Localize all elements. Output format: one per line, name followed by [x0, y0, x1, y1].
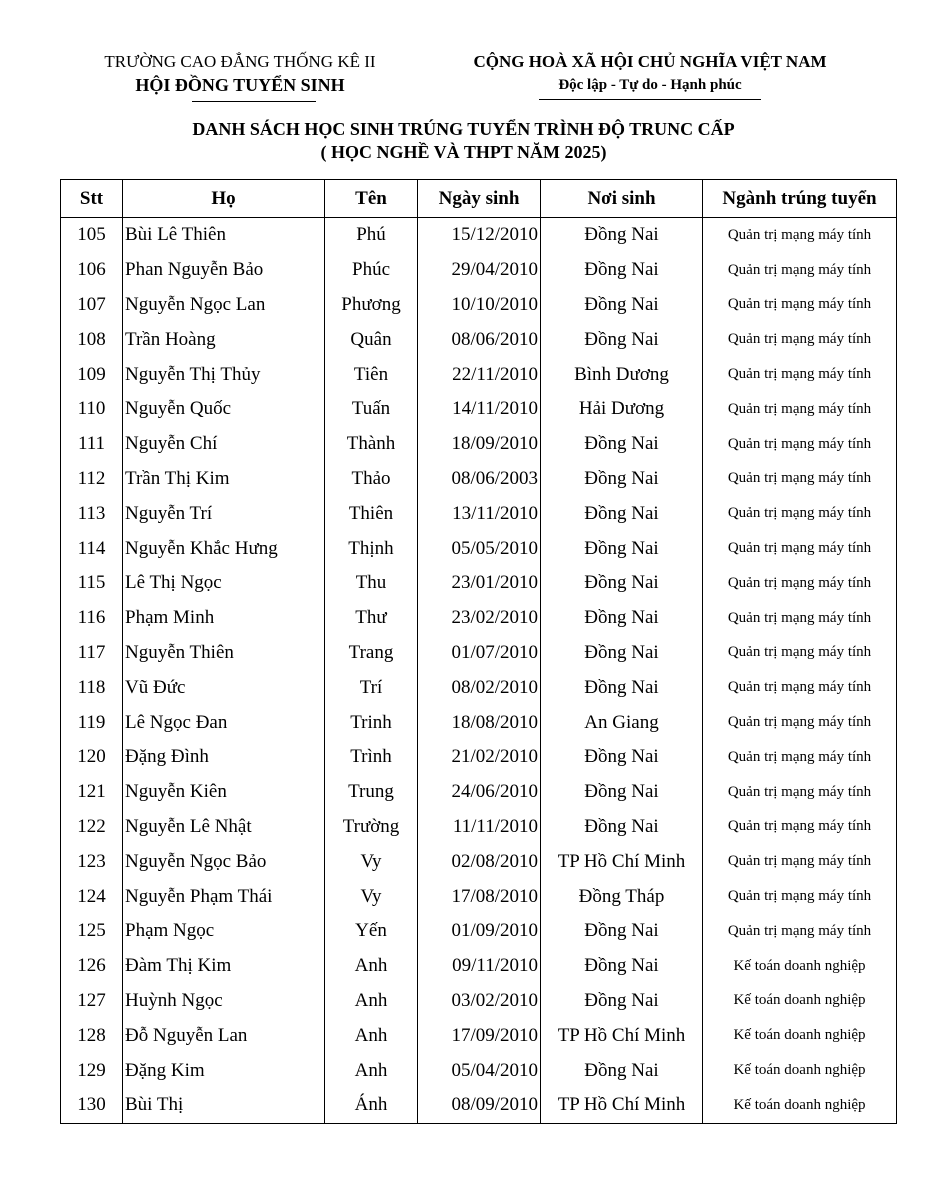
table-row — [61, 984, 897, 1019]
cell-noi-sinh: Đồng Nai — [541, 496, 703, 531]
table-row — [61, 740, 897, 775]
table-row — [61, 810, 897, 845]
column-header-nganh: Ngành trúng tuyển — [703, 180, 897, 218]
cell-noi-sinh: Đồng Nai — [541, 601, 703, 636]
cell-nganh: Quản trị mạng máy tính — [703, 670, 897, 705]
cell-nganh: Kế toán doanh nghiệp — [703, 1018, 897, 1053]
cell-ten: Vy — [325, 879, 418, 914]
table-row — [61, 253, 897, 288]
cell-nganh: Quản trị mạng máy tính — [703, 879, 897, 914]
cell-ngay-sinh: 02/08/2010 — [418, 844, 541, 879]
cell-stt: 118 — [61, 670, 123, 705]
cell-stt: 108 — [61, 322, 123, 357]
cell-ho: Nguyễn Quốc — [123, 392, 325, 427]
cell-ngay-sinh: 18/08/2010 — [418, 705, 541, 740]
cell-ten: Tiên — [325, 357, 418, 392]
cell-ho: Đàm Thị Kim — [123, 949, 325, 984]
cell-ho: Đỗ Nguyễn Lan — [123, 1018, 325, 1053]
cell-noi-sinh: Đồng Nai — [541, 670, 703, 705]
cell-ngay-sinh: 08/09/2010 — [418, 1088, 541, 1123]
table-header-row — [61, 180, 897, 218]
cell-stt: 110 — [61, 392, 123, 427]
cell-stt: 106 — [61, 253, 123, 288]
column-header-ho: Họ — [123, 180, 325, 218]
school-header — [60, 51, 420, 97]
cell-ngay-sinh: 09/11/2010 — [418, 949, 541, 984]
table-row — [61, 705, 897, 740]
cell-stt: 105 — [61, 218, 123, 253]
cell-ho: Bùi Thị — [123, 1088, 325, 1123]
cell-ngay-sinh: 18/09/2010 — [418, 427, 541, 462]
cell-stt: 113 — [61, 496, 123, 531]
table-row — [61, 392, 897, 427]
cell-ho: Trần Hoàng — [123, 322, 325, 357]
cell-nganh: Quản trị mạng máy tính — [703, 392, 897, 427]
cell-nganh: Kế toán doanh nghiệp — [703, 1053, 897, 1088]
cell-stt: 121 — [61, 775, 123, 810]
cell-ngay-sinh: 08/02/2010 — [418, 670, 541, 705]
table-row — [61, 1088, 897, 1123]
cell-ho: Nguyễn Thị Thủy — [123, 357, 325, 392]
council-name: HỘI ĐỒNG TUYỂN SINH — [135, 75, 345, 95]
cell-ten: Thành — [325, 427, 418, 462]
cell-stt: 122 — [61, 810, 123, 845]
cell-nganh: Kế toán doanh nghiệp — [703, 1088, 897, 1123]
cell-noi-sinh: Đồng Nai — [541, 427, 703, 462]
cell-ngay-sinh: 05/04/2010 — [418, 1053, 541, 1088]
cell-nganh: Quản trị mạng máy tính — [703, 601, 897, 636]
cell-ho: Lê Thị Ngọc — [123, 566, 325, 601]
cell-ho: Nguyễn Thiên — [123, 636, 325, 671]
table-row — [61, 566, 897, 601]
cell-stt: 124 — [61, 879, 123, 914]
cell-ho: Lê Ngọc Đan — [123, 705, 325, 740]
cell-ho: Phạm Minh — [123, 601, 325, 636]
cell-ten: Quân — [325, 322, 418, 357]
admission-table — [60, 179, 897, 1124]
cell-noi-sinh: Đồng Nai — [541, 914, 703, 949]
cell-nganh: Quản trị mạng máy tính — [703, 566, 897, 601]
cell-ho: Huỳnh Ngọc — [123, 984, 325, 1019]
cell-noi-sinh: Đồng Nai — [541, 949, 703, 984]
document-title: DANH SÁCH HỌC SINH TRÚNG TUYỂN TRÌNH ĐỘ TRUNC CẤP — [192, 119, 735, 139]
cell-nganh: Quản trị mạng máy tính — [703, 357, 897, 392]
cell-ten: Trình — [325, 740, 418, 775]
cell-ho: Nguyễn Khắc Hưng — [123, 531, 325, 566]
cell-stt: 115 — [61, 566, 123, 601]
cell-noi-sinh: Đồng Nai — [541, 636, 703, 671]
table-row — [61, 879, 897, 914]
cell-noi-sinh: Đồng Nai — [541, 322, 703, 357]
cell-ten: Thảo — [325, 462, 418, 497]
cell-ten: Anh — [325, 984, 418, 1019]
cell-ngay-sinh: 10/10/2010 — [418, 288, 541, 323]
cell-noi-sinh: Đồng Nai — [541, 775, 703, 810]
cell-nganh: Quản trị mạng máy tính — [703, 705, 897, 740]
cell-noi-sinh: Đồng Nai — [541, 1053, 703, 1088]
cell-ten: Trung — [325, 775, 418, 810]
document-subtitle: ( HỌC NGHỀ VÀ THPT NĂM 2025) — [320, 142, 607, 162]
cell-noi-sinh: Đồng Nai — [541, 462, 703, 497]
cell-nganh: Quản trị mạng máy tính — [703, 322, 897, 357]
cell-ten: Phương — [325, 288, 418, 323]
cell-stt: 120 — [61, 740, 123, 775]
column-header-stt: Stt — [61, 180, 123, 218]
table-row — [61, 914, 897, 949]
cell-ngay-sinh: 24/06/2010 — [418, 775, 541, 810]
cell-stt: 126 — [61, 949, 123, 984]
cell-ten: Trí — [325, 670, 418, 705]
cell-ten: Anh — [325, 949, 418, 984]
country-name: CỘNG HOÀ XÃ HỘI CHỦ NGHĨA VIỆT NAM — [473, 52, 827, 71]
cell-stt: 117 — [61, 636, 123, 671]
cell-nganh: Kế toán doanh nghiệp — [703, 949, 897, 984]
cell-noi-sinh: TP Hồ Chí Minh — [541, 1088, 703, 1123]
table-row — [61, 496, 897, 531]
cell-noi-sinh: Đồng Nai — [541, 984, 703, 1019]
cell-ho: Bùi Lê Thiên — [123, 218, 325, 253]
table-row — [61, 218, 897, 253]
column-header-ngay-sinh: Ngày sinh — [418, 180, 541, 218]
cell-noi-sinh: Đồng Nai — [541, 566, 703, 601]
cell-ngay-sinh: 05/05/2010 — [418, 531, 541, 566]
cell-ngay-sinh: 08/06/2010 — [418, 322, 541, 357]
cell-noi-sinh: Đồng Nai — [541, 810, 703, 845]
cell-stt: 112 — [61, 462, 123, 497]
table-row — [61, 531, 897, 566]
cell-ngay-sinh: 17/09/2010 — [418, 1018, 541, 1053]
cell-ngay-sinh: 13/11/2010 — [418, 496, 541, 531]
cell-nganh: Quản trị mạng máy tính — [703, 531, 897, 566]
cell-noi-sinh: Bình Dương — [541, 357, 703, 392]
cell-ten: Thiên — [325, 496, 418, 531]
cell-nganh: Quản trị mạng máy tính — [703, 636, 897, 671]
cell-stt: 109 — [61, 357, 123, 392]
cell-ngay-sinh: 14/11/2010 — [418, 392, 541, 427]
cell-nganh: Quản trị mạng máy tính — [703, 462, 897, 497]
cell-ho: Vũ Đức — [123, 670, 325, 705]
cell-ngay-sinh: 29/04/2010 — [418, 253, 541, 288]
cell-ten: Yến — [325, 914, 418, 949]
table-row — [61, 775, 897, 810]
cell-ngay-sinh: 03/02/2010 — [418, 984, 541, 1019]
cell-noi-sinh: Đồng Tháp — [541, 879, 703, 914]
cell-stt: 119 — [61, 705, 123, 740]
cell-ten: Thịnh — [325, 531, 418, 566]
cell-ngay-sinh: 23/01/2010 — [418, 566, 541, 601]
cell-ngay-sinh: 22/11/2010 — [418, 357, 541, 392]
cell-nganh: Quản trị mạng máy tính — [703, 253, 897, 288]
table-row — [61, 462, 897, 497]
table-row — [61, 844, 897, 879]
cell-ten: Ánh — [325, 1088, 418, 1123]
cell-stt: 125 — [61, 914, 123, 949]
cell-ho: Nguyễn Lê Nhật — [123, 810, 325, 845]
table-row — [61, 1053, 897, 1088]
cell-stt: 114 — [61, 531, 123, 566]
cell-stt: 123 — [61, 844, 123, 879]
table-row — [61, 322, 897, 357]
cell-ten: Trinh — [325, 705, 418, 740]
cell-stt: 107 — [61, 288, 123, 323]
council-underline — [192, 101, 316, 102]
cell-stt: 130 — [61, 1088, 123, 1123]
cell-ten: Anh — [325, 1018, 418, 1053]
cell-nganh: Quản trị mạng máy tính — [703, 427, 897, 462]
cell-noi-sinh: Đồng Nai — [541, 253, 703, 288]
table-row — [61, 636, 897, 671]
cell-ho: Nguyễn Phạm Thái — [123, 879, 325, 914]
cell-nganh: Quản trị mạng máy tính — [703, 218, 897, 253]
cell-noi-sinh: Đồng Nai — [541, 288, 703, 323]
cell-ho: Trần Thị Kim — [123, 462, 325, 497]
table-body — [61, 218, 897, 1124]
cell-ten: Thư — [325, 601, 418, 636]
cell-nganh: Quản trị mạng máy tính — [703, 844, 897, 879]
cell-ten: Thu — [325, 566, 418, 601]
cell-ten: Anh — [325, 1053, 418, 1088]
cell-ho: Đặng Kim — [123, 1053, 325, 1088]
cell-ho: Nguyễn Kiên — [123, 775, 325, 810]
country-header — [430, 51, 870, 97]
cell-stt: 111 — [61, 427, 123, 462]
cell-ngay-sinh: 23/02/2010 — [418, 601, 541, 636]
cell-ho: Phạm Ngọc — [123, 914, 325, 949]
cell-ngay-sinh: 01/09/2010 — [418, 914, 541, 949]
cell-ngay-sinh: 01/07/2010 — [418, 636, 541, 671]
cell-nganh: Quản trị mạng máy tính — [703, 810, 897, 845]
cell-noi-sinh: An Giang — [541, 705, 703, 740]
cell-ho: Phan Nguyễn Bảo — [123, 253, 325, 288]
cell-ho: Nguyễn Trí — [123, 496, 325, 531]
table-row — [61, 357, 897, 392]
cell-ten: Trường — [325, 810, 418, 845]
cell-nganh: Quản trị mạng máy tính — [703, 740, 897, 775]
cell-noi-sinh: Đồng Nai — [541, 218, 703, 253]
cell-ten: Vy — [325, 844, 418, 879]
cell-ten: Trang — [325, 636, 418, 671]
cell-ten: Phú — [325, 218, 418, 253]
table-row — [61, 1018, 897, 1053]
cell-ho: Đặng Đình — [123, 740, 325, 775]
cell-ten: Phúc — [325, 253, 418, 288]
cell-ten: Tuấn — [325, 392, 418, 427]
school-name: TRƯỜNG CAO ĐẲNG THỐNG KÊ II — [104, 52, 376, 71]
cell-nganh: Quản trị mạng máy tính — [703, 775, 897, 810]
cell-noi-sinh: Đồng Nai — [541, 740, 703, 775]
cell-noi-sinh: TP Hồ Chí Minh — [541, 844, 703, 879]
cell-stt: 127 — [61, 984, 123, 1019]
cell-ho: Nguyễn Ngọc Bảo — [123, 844, 325, 879]
cell-nganh: Quản trị mạng máy tính — [703, 496, 897, 531]
column-header-noi-sinh: Nơi sinh — [541, 180, 703, 218]
cell-noi-sinh: Đồng Nai — [541, 531, 703, 566]
cell-ngay-sinh: 21/02/2010 — [418, 740, 541, 775]
cell-ngay-sinh: 17/08/2010 — [418, 879, 541, 914]
table-row — [61, 288, 897, 323]
national-motto: Độc lập - Tự do - Hạnh phúc — [558, 77, 742, 93]
cell-ngay-sinh: 11/11/2010 — [418, 810, 541, 845]
column-header-ten: Tên — [325, 180, 418, 218]
cell-nganh: Quản trị mạng máy tính — [703, 914, 897, 949]
cell-ngay-sinh: 08/06/2003 — [418, 462, 541, 497]
cell-stt: 116 — [61, 601, 123, 636]
table-row — [61, 427, 897, 462]
cell-ngay-sinh: 15/12/2010 — [418, 218, 541, 253]
cell-noi-sinh: Hải Dương — [541, 392, 703, 427]
cell-noi-sinh: TP Hồ Chí Minh — [541, 1018, 703, 1053]
cell-stt: 129 — [61, 1053, 123, 1088]
table-row — [61, 601, 897, 636]
cell-ho: Nguyễn Ngọc Lan — [123, 288, 325, 323]
cell-nganh: Kế toán doanh nghiệp — [703, 984, 897, 1019]
cell-nganh: Quản trị mạng máy tính — [703, 288, 897, 323]
cell-stt: 128 — [61, 1018, 123, 1053]
table-row — [61, 949, 897, 984]
table-row — [61, 670, 897, 705]
motto-underline — [539, 99, 761, 100]
cell-ho: Nguyễn Chí — [123, 427, 325, 462]
